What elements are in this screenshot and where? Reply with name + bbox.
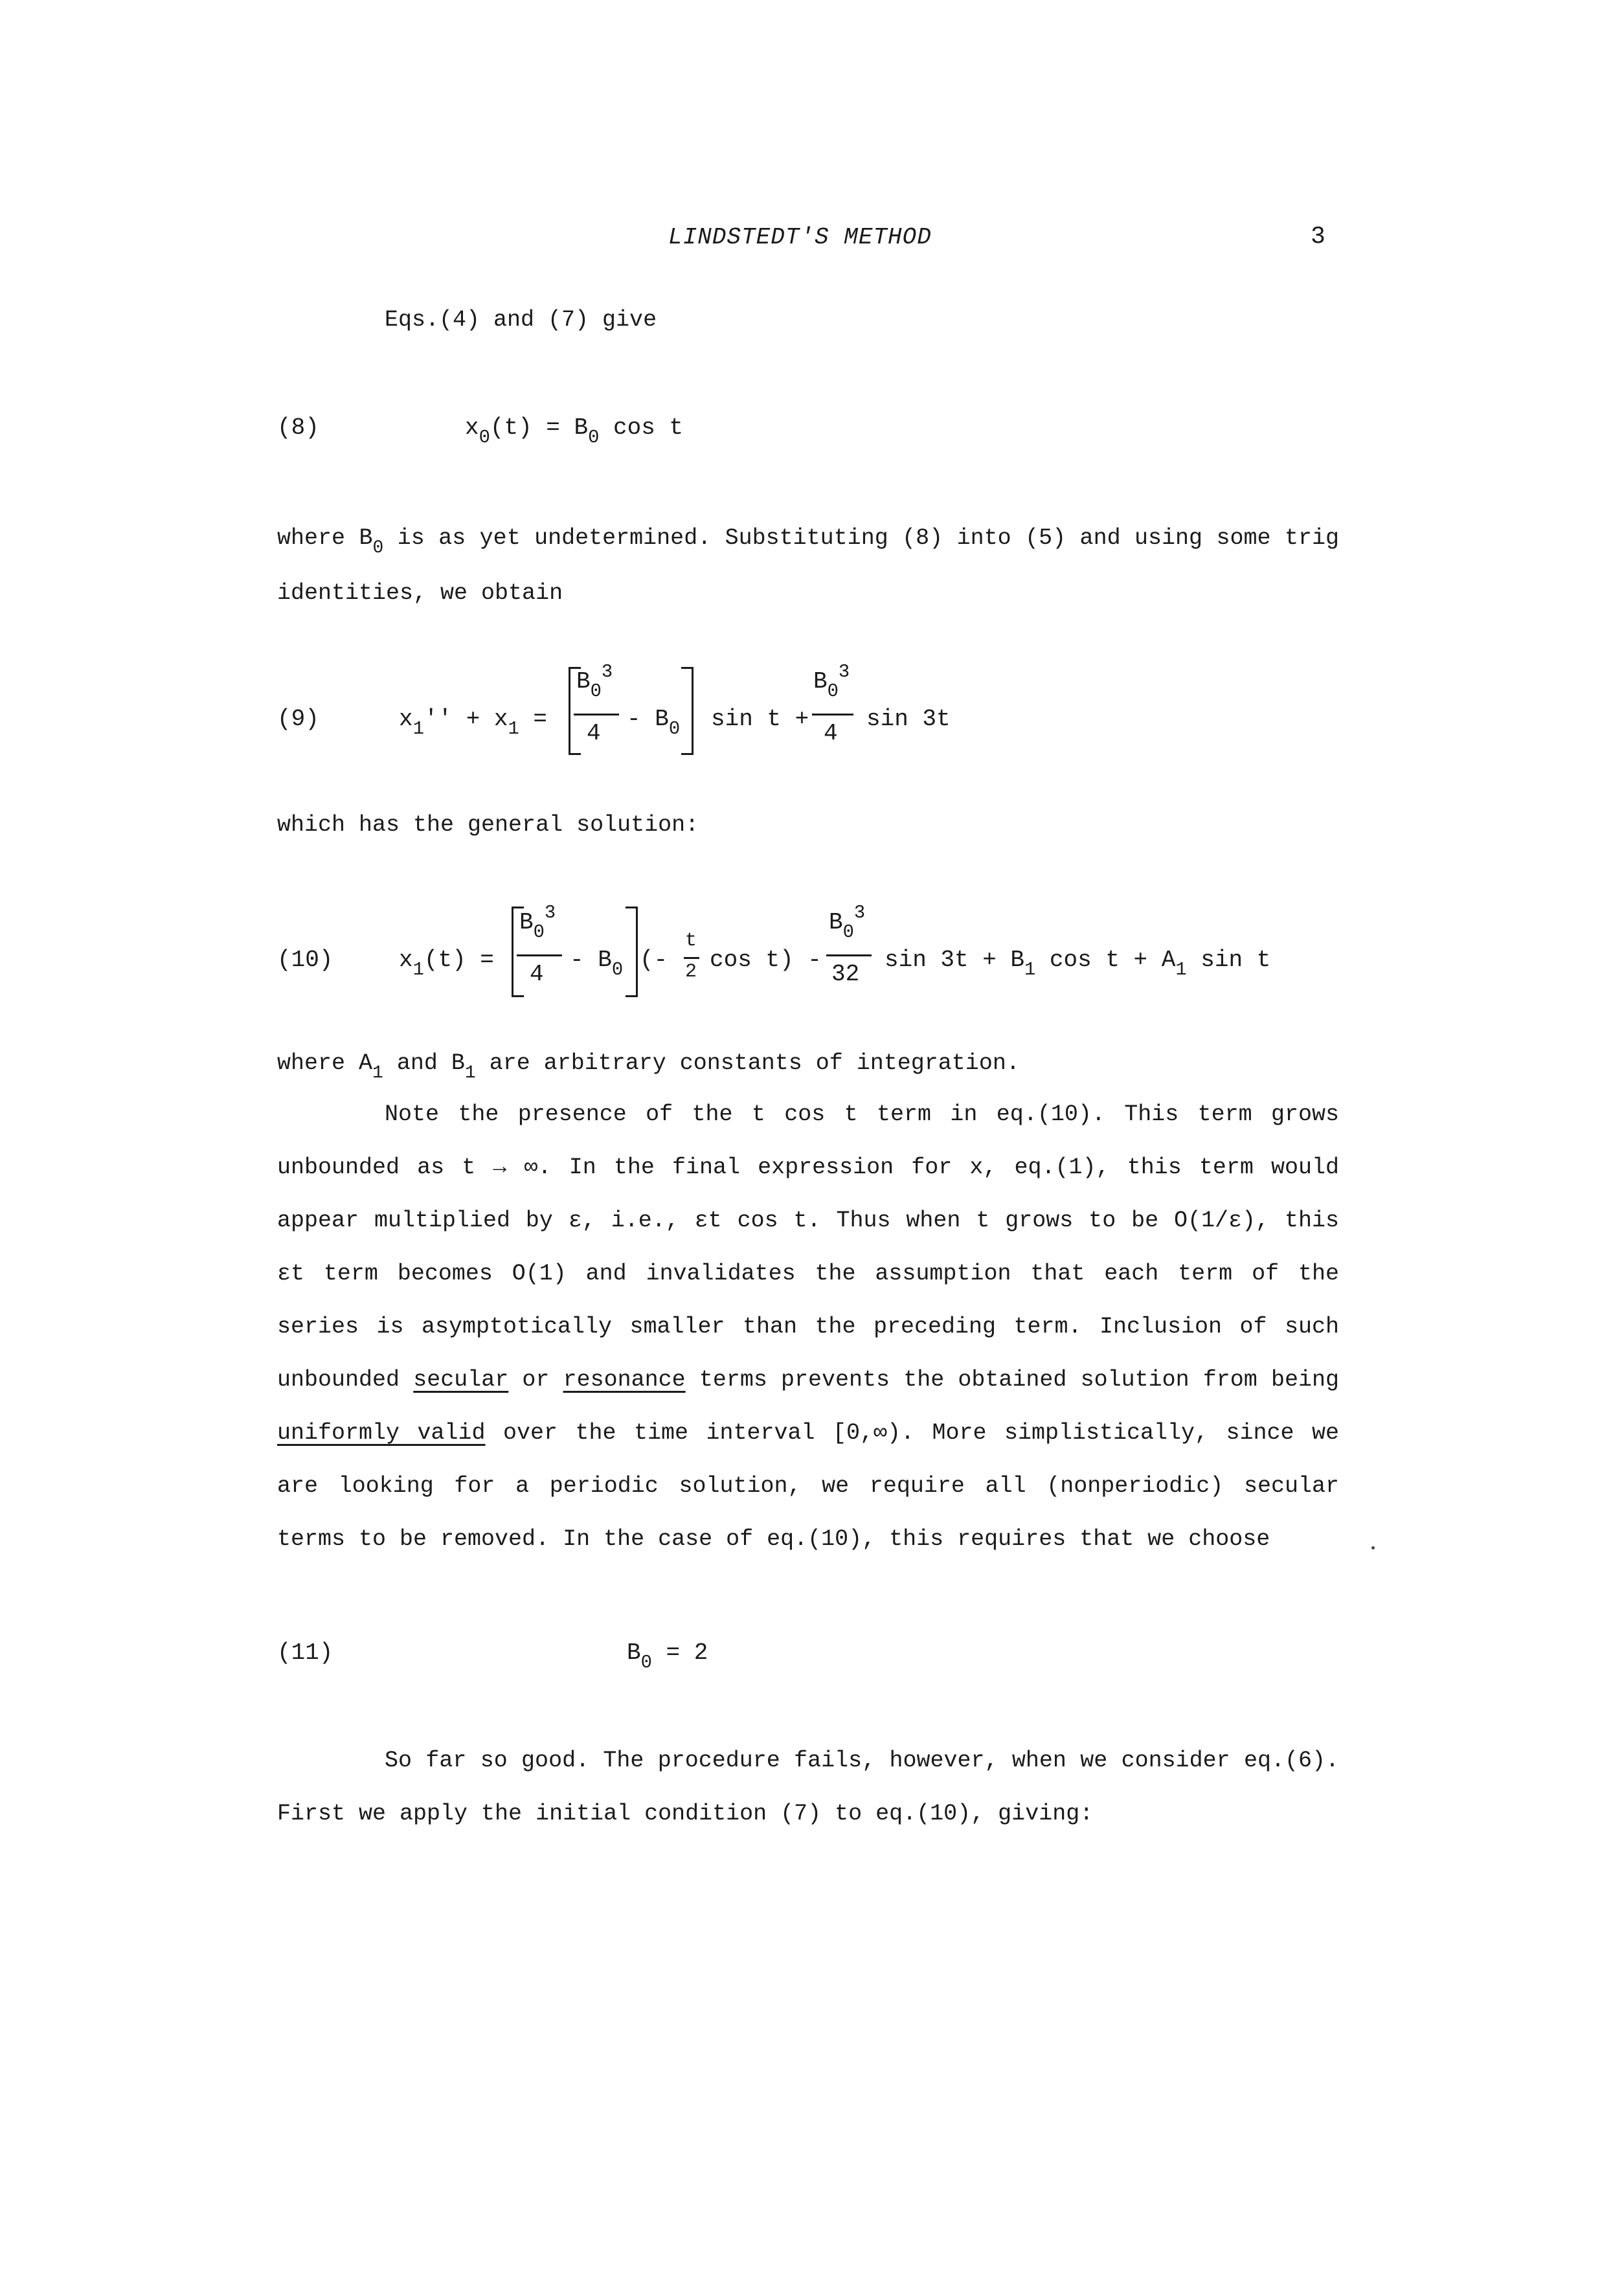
equation-number-9: (9) xyxy=(277,706,319,732)
intro-line: Eqs.(4) and (7) give xyxy=(385,307,657,333)
running-header: LINDSTEDT'S METHOD xyxy=(668,224,932,251)
eq9-sin-t: sin t + xyxy=(711,706,809,732)
eq10-minus-b xyxy=(570,947,624,980)
para3-b: and B xyxy=(383,1050,465,1076)
eq9-frac2-sub: 0 xyxy=(827,680,839,702)
eq9-fraction-bar xyxy=(574,714,619,715)
para3-a-sub: 1 xyxy=(372,1063,383,1083)
para3-c: are arbitrary constants of integration. xyxy=(475,1050,1020,1076)
eq9-minus-b xyxy=(627,706,681,739)
eq10-tail-b-sub: 1 xyxy=(1175,958,1187,980)
equation-number-11: (11) xyxy=(277,1639,333,1666)
para4-s1: Note the presence of the t cos t term in eq.(10). This term grows unbounded as t → ∞. In the final expression for x, eq.(1), this term would appear multiplied by ε, i.e., εt cos t. Thus when t grows to be O(1/ε), this εt term becomes O(1) and invalidates the assumption that each term of the series is asymptotically smaller than the preceding term. Inclusion of such unbounded xyxy=(277,1101,1339,1393)
eq9-plus-x: + x xyxy=(452,706,508,732)
eq9-frac2-numerator xyxy=(813,660,850,702)
eq9-x-sub: 1 xyxy=(412,717,424,739)
eq9-equals: = xyxy=(519,706,548,732)
eq9-frac2-denominator: 4 xyxy=(824,720,838,747)
equation-11 xyxy=(627,1639,708,1673)
eq10-half-denominator: 2 xyxy=(685,961,697,983)
eq11-rhs: = 2 xyxy=(651,1639,708,1666)
eq10-frac2-sup: 3 xyxy=(853,901,866,923)
para5-text: So far so good. The procedure fails, however, when we consider eq.(6). First we apply the initial condition (7) to eq.(10), giving: xyxy=(277,1748,1339,1827)
eq10-frac2-denominator: 32 xyxy=(831,961,860,987)
eq9-minus-b-text: - B xyxy=(627,706,669,732)
eq10-frac2-numerator xyxy=(829,901,866,943)
eq8-lhs-sub: 0 xyxy=(479,426,490,448)
eq10-num-sup: 3 xyxy=(544,901,556,923)
para1-text-b: is as yet undetermined. Substituting (8) into (5) and using some trig identities, we obtain xyxy=(277,525,1339,606)
eq10-frac2-sub: 0 xyxy=(842,921,854,943)
paragraph-2: which has the general solution: xyxy=(277,812,699,838)
eq10-frac2-b: B xyxy=(829,909,843,936)
eq10-half-bar xyxy=(684,957,699,959)
paragraph-5 xyxy=(277,1734,1339,1840)
eq11-lhs-sub: 0 xyxy=(640,1651,652,1673)
eq10-fraction2-bar xyxy=(826,954,872,956)
para1-sub: 0 xyxy=(372,537,384,558)
eq9-x-sub2: 1 xyxy=(508,717,519,739)
eq10-fraction-bar xyxy=(517,954,562,956)
eq9-x: x xyxy=(399,706,413,732)
underlined-uniformly-valid: uniformly valid xyxy=(277,1420,486,1446)
eq8-lhs: x xyxy=(465,414,479,441)
para1-text-a: where B xyxy=(277,525,373,551)
para3-a: where A xyxy=(277,1050,373,1076)
eq8-rhs-sub: 0 xyxy=(588,426,600,448)
eq10-arg: (t) = xyxy=(423,947,494,973)
eq9-minus-b-sub: 0 xyxy=(668,717,681,739)
equation-number-10: (10) xyxy=(277,947,333,973)
eq9-frac2-sup: 3 xyxy=(838,660,850,682)
underlined-resonance: resonance xyxy=(563,1367,686,1393)
page-number: 3 xyxy=(1311,223,1325,251)
eq10-cos-t: cos t) - xyxy=(710,947,822,973)
eq10-frac-numerator xyxy=(519,901,556,943)
eq11-lhs: B xyxy=(627,1639,641,1666)
eq10-x-sub: 1 xyxy=(412,958,424,980)
eq10-frac-denominator: 4 xyxy=(530,961,544,987)
paragraph-1 xyxy=(277,512,1339,620)
eq10-paren-open: (- xyxy=(640,947,668,973)
eq10-right-bracket xyxy=(626,907,638,997)
eq9-frac-denominator: 4 xyxy=(587,720,601,747)
para4-s3: terms prevents the obtained solution from being xyxy=(685,1367,1339,1393)
eq9-frac2-b: B xyxy=(813,668,828,695)
eq10-num-b: B xyxy=(519,909,534,936)
eq9-num-sub: 0 xyxy=(590,680,602,702)
eq9-lhs xyxy=(399,706,548,739)
eq9-primes: '' xyxy=(423,706,453,732)
eq10-x: x xyxy=(399,947,413,973)
eq10-tail-a: sin 3t + B xyxy=(885,947,1025,973)
eq10-half-numerator: t xyxy=(685,930,697,952)
equation-8 xyxy=(465,414,684,448)
eq10-minus-b-sub: 0 xyxy=(611,958,624,980)
para3-b-sub: 1 xyxy=(464,1063,476,1083)
eq9-fraction2-bar xyxy=(812,714,853,715)
eq8-lhs-arg: (t) = B xyxy=(490,414,589,441)
paragraph-4 xyxy=(277,1088,1339,1566)
paragraph-3 xyxy=(277,1050,1020,1083)
eq9-right-bracket xyxy=(681,667,694,755)
eq10-lhs xyxy=(399,947,494,980)
para4-s4: over the time interval [0,∞). More simplistically, since we are looking for a periodic solution, we require all (nonperiodic) secular terms to be removed. In the case of eq.(10), this requires that we choose xyxy=(277,1420,1339,1552)
para4-s2: or xyxy=(508,1367,563,1393)
stray-dot-mark xyxy=(1371,1546,1375,1549)
equation-number-8: (8) xyxy=(277,414,319,441)
eq10-num-sub: 0 xyxy=(533,921,545,943)
eq10-tail-a-sub: 1 xyxy=(1024,958,1036,980)
eq8-rhs-tail: cos t xyxy=(599,414,684,441)
eq9-num-b: B xyxy=(576,668,591,695)
eq9-frac-numerator xyxy=(576,660,613,702)
eq9-sin-3t: sin 3t xyxy=(866,706,951,732)
eq10-minus-b-text: - B xyxy=(570,947,612,973)
eq10-tail xyxy=(885,947,1271,980)
eq9-num-sup: 3 xyxy=(601,660,613,682)
eq10-tail-c: sin t xyxy=(1186,947,1271,973)
eq10-tail-b: cos t + A xyxy=(1035,947,1176,973)
underlined-secular: secular xyxy=(413,1367,509,1393)
